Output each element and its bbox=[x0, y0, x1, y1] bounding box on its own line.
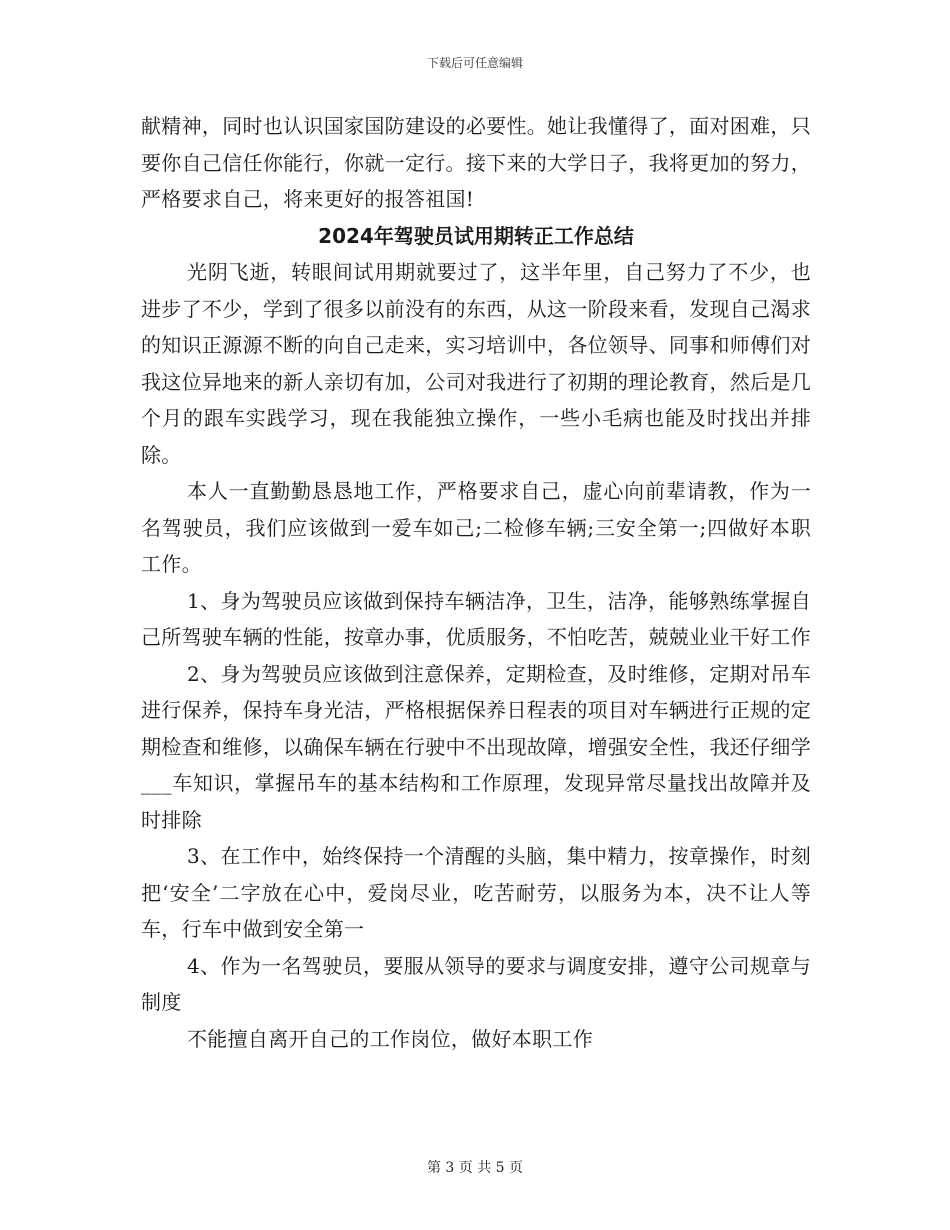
paragraph-2: 本人一直勤勤恳恳地工作，严格要求自己，虚心向前辈请教，作为一名驾驶员，我们应该做到一爱车如己;二检修车辆;三安全第一;四做好本职工作。 bbox=[141, 479, 811, 576]
paragraph-item-2: 2、身为驾驶员应该做到注意保养，定期检查，及时维修，定期对吊车进行保养，保持车身光洁，严格根据保养日程表的项目对车辆进行正规的定期检查和维修，以确保车辆在行驶中不出现故障，增强安全性，我还仔细学___车知识，掌握吊车的基本结构和工作原理，发现异常尽量找出故障并及时排除 bbox=[141, 661, 811, 832]
paragraph-item-4: 4、作为一名驾驶员，要服从领导的要求与调度安排，遵守公司规章与制度 bbox=[141, 953, 811, 1014]
page-header-note: 下载后可任意编辑 bbox=[426, 56, 523, 70]
paragraph-item-1: 1、身为驾驶员应该做到保持车辆洁净，卫生，洁净，能够熟练掌握自己所驾驶车辆的性能，按章办事，优质服务，不怕吃苦，兢兢业业干好工作 bbox=[141, 588, 811, 649]
paragraph-1: 光阴飞逝，转眼间试用期就要过了，这半年里，自己努力了不少，也进步了不少，学到了很多以前没有的东西，从这一阶段来看，发现自己渴求的知识正源源不断的向自己走来，实习培训中，各位领导、同事和师傅们对我这位异地来的新人亲切有加，公司对我进行了初期的理论教育，然后是几个月的跟车实践学习，现在我能独立操作，一些小毛病也能及时找出并排除。 bbox=[141, 260, 811, 467]
document-body bbox=[141, 108, 811, 1057]
paragraph-final: 不能擅自离开自己的工作岗位，做好本职工作 bbox=[187, 1026, 593, 1051]
paragraph-item-3: 3、在工作中，始终保持一个清醒的头脑，集中精力，按章操作，时刻把‘安全’二字放在心中，爱岗尽业，吃苦耐劳，以服务为本，决不让人等车，行车中做到安全第一 bbox=[141, 844, 811, 941]
document-title: 2024年驾驶员试用期转正工作总结 bbox=[318, 223, 634, 248]
page-footer: 第 3 页 共 5 页 bbox=[426, 1160, 524, 1176]
lead-paragraph: 献精神，同时也认识国家国防建设的必要性。她让我懂得了，面对困难，只要你自己信任你能行，你就一定行。接下来的大学日子，我将更加的努力，严格要求自己，将来更好的报答祖国! bbox=[141, 114, 811, 211]
